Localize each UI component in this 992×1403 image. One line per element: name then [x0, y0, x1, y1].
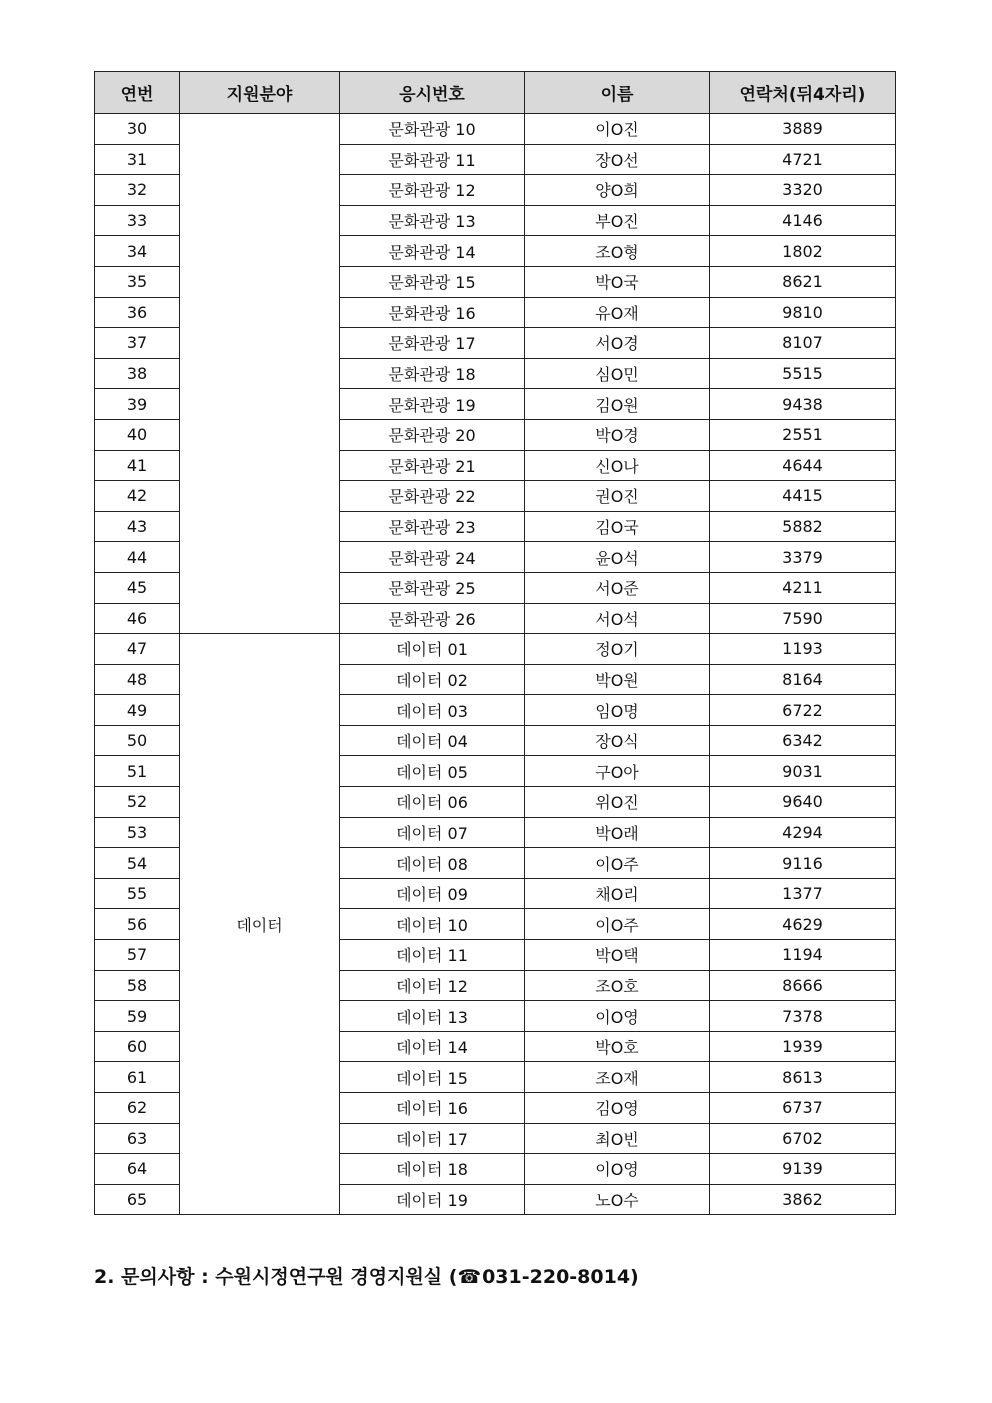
row-number: 60: [95, 1031, 180, 1062]
exam-number: 데이터 13: [340, 1001, 525, 1032]
header-field: 지원분야: [180, 72, 340, 114]
applicant-name: 양O희: [525, 175, 710, 206]
applicant-name: 박O원: [525, 664, 710, 695]
contact-digits: 3889: [710, 114, 896, 145]
exam-number: 문화관광 23: [340, 511, 525, 542]
applicant-name: 이O진: [525, 114, 710, 145]
header-exam-number: 응시번호: [340, 72, 525, 114]
exam-number: 데이터 16: [340, 1093, 525, 1124]
applicant-name: 임O명: [525, 695, 710, 726]
contact-digits: 4146: [710, 205, 896, 236]
contact-digits: 8666: [710, 970, 896, 1001]
exam-number: 데이터 19: [340, 1184, 525, 1215]
contact-digits: 4415: [710, 481, 896, 512]
exam-number: 데이터 04: [340, 725, 525, 756]
exam-number: 데이터 08: [340, 848, 525, 879]
applicant-name: 김O국: [525, 511, 710, 542]
applicant-name: 조O호: [525, 970, 710, 1001]
contact-digits: 4629: [710, 909, 896, 940]
contact-digits: 6702: [710, 1123, 896, 1154]
row-number: 47: [95, 634, 180, 665]
applicant-name: 유O재: [525, 297, 710, 328]
row-number: 49: [95, 695, 180, 726]
applicant-name: 이O주: [525, 909, 710, 940]
applicant-name: 구O아: [525, 756, 710, 787]
row-number: 55: [95, 878, 180, 909]
table-row: [95, 634, 896, 665]
applicant-name: 박O래: [525, 817, 710, 848]
row-number: 34: [95, 236, 180, 267]
exam-number: 문화관광 11: [340, 144, 525, 175]
contact-digits: 5882: [710, 511, 896, 542]
exam-number: 문화관광 19: [340, 389, 525, 420]
inquiry-footer: [94, 1262, 639, 1289]
contact-digits: 8107: [710, 328, 896, 359]
applicant-name: 권O진: [525, 481, 710, 512]
contact-digits: 3320: [710, 175, 896, 206]
row-number: 57: [95, 940, 180, 971]
contact-digits: 6342: [710, 725, 896, 756]
applicant-name: 박O호: [525, 1031, 710, 1062]
row-number: 35: [95, 266, 180, 297]
contact-digits: 9640: [710, 787, 896, 818]
applicant-name: 윤O석: [525, 542, 710, 573]
applicant-name: 서O석: [525, 603, 710, 634]
applicant-name: 김O원: [525, 389, 710, 420]
contact-digits: 1377: [710, 878, 896, 909]
row-number: 63: [95, 1123, 180, 1154]
applicant-name: 박O택: [525, 940, 710, 971]
exam-number: 데이터 02: [340, 664, 525, 695]
field-cell: [180, 114, 340, 634]
applicant-name: 최O빈: [525, 1123, 710, 1154]
contact-digits: 8164: [710, 664, 896, 695]
exam-number: 문화관광 26: [340, 603, 525, 634]
applicant-name: 조O형: [525, 236, 710, 267]
contact-digits: 8613: [710, 1062, 896, 1093]
row-number: 40: [95, 419, 180, 450]
phone-icon: ☎: [457, 1266, 482, 1288]
row-number: 38: [95, 358, 180, 389]
applicant-name: 이O영: [525, 1001, 710, 1032]
applicant-name: 장O선: [525, 144, 710, 175]
row-number: 54: [95, 848, 180, 879]
row-number: 62: [95, 1093, 180, 1124]
contact-digits: 8621: [710, 266, 896, 297]
applicant-name: 이O주: [525, 848, 710, 879]
inquiry-phone: 031-220-8014): [475, 1266, 639, 1288]
applicant-name: 김O영: [525, 1093, 710, 1124]
exam-number: 문화관광 16: [340, 297, 525, 328]
row-number: 56: [95, 909, 180, 940]
exam-number: 문화관광 21: [340, 450, 525, 481]
row-number: 33: [95, 205, 180, 236]
contact-digits: 9031: [710, 756, 896, 787]
applicant-name: 부O진: [525, 205, 710, 236]
header-name: 이름: [525, 72, 710, 114]
row-number: 65: [95, 1184, 180, 1215]
exam-number: 문화관광 10: [340, 114, 525, 145]
contact-digits: 4211: [710, 572, 896, 603]
applicant-name: 장O식: [525, 725, 710, 756]
contact-digits: 9116: [710, 848, 896, 879]
applicant-name: 서O경: [525, 328, 710, 359]
applicant-name: 서O준: [525, 572, 710, 603]
exam-number: 데이터 05: [340, 756, 525, 787]
applicant-table: [94, 71, 896, 1215]
header-contact: 연락처(뒤4자리): [710, 72, 896, 114]
contact-digits: 1193: [710, 634, 896, 665]
exam-number: 문화관광 22: [340, 481, 525, 512]
applicant-name: 정O기: [525, 634, 710, 665]
applicant-name: 조O재: [525, 1062, 710, 1093]
row-number: 50: [95, 725, 180, 756]
exam-number: 데이터 10: [340, 909, 525, 940]
contact-digits: 9810: [710, 297, 896, 328]
contact-digits: 7590: [710, 603, 896, 634]
row-number: 48: [95, 664, 180, 695]
applicant-name: 이O영: [525, 1154, 710, 1185]
exam-number: 문화관광 18: [340, 358, 525, 389]
exam-number: 문화관광 12: [340, 175, 525, 206]
contact-digits: 3379: [710, 542, 896, 573]
exam-number: 데이터 11: [340, 940, 525, 971]
exam-number: 문화관광 24: [340, 542, 525, 573]
contact-digits: 3862: [710, 1184, 896, 1215]
table-row: [95, 114, 896, 145]
row-number: 52: [95, 787, 180, 818]
row-number: 46: [95, 603, 180, 634]
row-number: 37: [95, 328, 180, 359]
contact-digits: 1194: [710, 940, 896, 971]
exam-number: 문화관광 13: [340, 205, 525, 236]
group-data: [95, 634, 896, 1215]
row-number: 51: [95, 756, 180, 787]
applicant-name: 심O민: [525, 358, 710, 389]
contact-digits: 6737: [710, 1093, 896, 1124]
group-culture-tourism: [95, 114, 896, 634]
contact-digits: 9438: [710, 389, 896, 420]
row-number: 32: [95, 175, 180, 206]
contact-digits: 4644: [710, 450, 896, 481]
exam-number: 문화관광 20: [340, 419, 525, 450]
row-number: 61: [95, 1062, 180, 1093]
row-number: 44: [95, 542, 180, 573]
row-number: 42: [95, 481, 180, 512]
applicant-name: 위O진: [525, 787, 710, 818]
contact-digits: 4721: [710, 144, 896, 175]
exam-number: 데이터 15: [340, 1062, 525, 1093]
exam-number: 문화관광 17: [340, 328, 525, 359]
exam-number: 데이터 18: [340, 1154, 525, 1185]
contact-digits: 1939: [710, 1031, 896, 1062]
exam-number: 문화관광 15: [340, 266, 525, 297]
row-number: 36: [95, 297, 180, 328]
contact-digits: 7378: [710, 1001, 896, 1032]
applicant-name: 박O국: [525, 266, 710, 297]
row-number: 59: [95, 1001, 180, 1032]
row-number: 64: [95, 1154, 180, 1185]
exam-number: 데이터 14: [340, 1031, 525, 1062]
row-number: 30: [95, 114, 180, 145]
exam-number: 문화관광 25: [340, 572, 525, 603]
exam-number: 데이터 17: [340, 1123, 525, 1154]
contact-digits: 9139: [710, 1154, 896, 1185]
exam-number: 데이터 03: [340, 695, 525, 726]
contact-digits: 5515: [710, 358, 896, 389]
contact-digits: 1802: [710, 236, 896, 267]
applicant-name: 박O경: [525, 419, 710, 450]
row-number: 41: [95, 450, 180, 481]
exam-number: 데이터 12: [340, 970, 525, 1001]
contact-digits: 2551: [710, 419, 896, 450]
row-number: 53: [95, 817, 180, 848]
row-number: 58: [95, 970, 180, 1001]
row-number: 39: [95, 389, 180, 420]
exam-number: 데이터 07: [340, 817, 525, 848]
row-number: 43: [95, 511, 180, 542]
row-number: 45: [95, 572, 180, 603]
inquiry-label: 2. 문의사항 : 수원시정연구원 경영지원실 (: [94, 1266, 458, 1288]
header-no: 연번: [95, 72, 180, 114]
table-header-row: [95, 72, 896, 114]
row-number: 31: [95, 144, 180, 175]
applicant-name: 노O수: [525, 1184, 710, 1215]
exam-number: 데이터 06: [340, 787, 525, 818]
applicant-name: 채O리: [525, 878, 710, 909]
applicant-name: 신O나: [525, 450, 710, 481]
exam-number: 데이터 01: [340, 634, 525, 665]
contact-digits: 4294: [710, 817, 896, 848]
exam-number: 문화관광 14: [340, 236, 525, 267]
contact-digits: 6722: [710, 695, 896, 726]
exam-number: 데이터 09: [340, 878, 525, 909]
field-cell: 데이터: [180, 634, 340, 1215]
